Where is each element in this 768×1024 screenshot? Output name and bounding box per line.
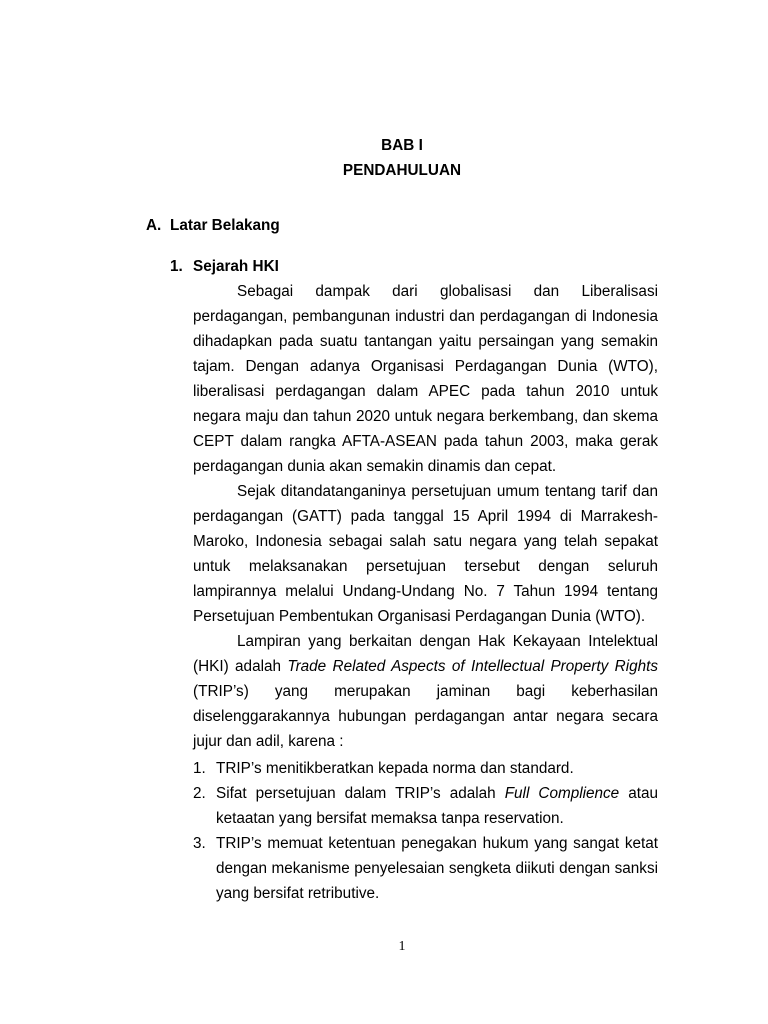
list-item: [193, 781, 658, 831]
paragraph-3: [193, 629, 658, 754]
subsection-title: Sejarah HKI: [193, 258, 279, 275]
list-item: [193, 831, 658, 906]
chapter-subtitle: PENDAHULUAN: [342, 162, 462, 179]
list-item-text: TRIP’s menitikberatkan kepada norma dan standard.: [216, 760, 574, 777]
list-item-italic-term: Full Complience: [504, 785, 620, 802]
paragraph-3-text-end: (TRIP’s) yang merupakan jaminan bagi keberhasilan diselenggarakannya hubungan perdagangan antar negara secara jujur dan adil, karena :: [193, 683, 658, 750]
page-number: 1: [398, 939, 406, 954]
reasons-list: [193, 756, 658, 906]
paragraph-1: [193, 279, 658, 479]
list-item: [193, 756, 658, 781]
paragraph-3-text-start: Lampiran yang berkaitan dengan Hak Kekayaan Intelektual (HKI) adalah: [193, 633, 658, 675]
subsection-heading: [170, 257, 279, 277]
list-item-marker: 3.: [193, 835, 206, 852]
list-item-marker: 2.: [193, 785, 206, 802]
paragraph-1-text: Sebagai dampak dari globalisasi dan Liberalisasi perdagangan, pembangunan industri dan perdagangan di Indonesia dihadapkan pada suatu tantangan yaitu persaingan yang semakin tajam. Dengan adanya Organisasi Perdagangan Dunia (WTO), liberalisasi perdagangan dalam APEC pada tahun 2010 untuk negara maju dan tahun 2020 untuk negara berkembang, dan skema CEPT dalam rangka AFTA-ASEAN pada tahun 2003, maka gerak perdagangan dunia akan semakin dinamis dan cepat.: [193, 283, 658, 475]
list-item-text-end: atau ketaatan yang bersifat memaksa tanpa reservation.: [216, 785, 658, 827]
section-marker: A.: [146, 217, 162, 234]
list-item-marker: 1.: [193, 760, 206, 777]
chapter-title: BAB I: [381, 137, 423, 154]
section-heading: [146, 216, 280, 236]
paragraph-2-text: Sejak ditandatanganinya persetujuan umum tentang tarif dan perdagangan (GATT) pada tanggal 15 April 1994 di Marrakesh-Maroko, Indonesia sebagai salah satu negara yang telah sepakat untuk melaksanakan persetujuan tersebut dengan seluruh lampirannya melalui Undang-Undang No. 7 Tahun 1994 tentang Persetujuan Pembentukan Organisasi Perdagangan Dunia (WTO).: [193, 483, 658, 625]
paragraph-2: [193, 479, 658, 629]
paragraph-3-italic-term: Trade Related Aspects of Intellectual Property Rights: [287, 658, 659, 675]
subsection-marker: 1.: [170, 258, 183, 275]
list-item-text-start: Sifat persetujuan dalam TRIP’s adalah: [216, 785, 505, 802]
section-title: Latar Belakang: [170, 217, 280, 234]
list-item-text: TRIP’s memuat ketentuan penegakan hukum yang sangat ketat dengan mekanisme penyelesaian sengketa diikuti dengan sanksi yang bersifat retributive.: [216, 835, 658, 902]
